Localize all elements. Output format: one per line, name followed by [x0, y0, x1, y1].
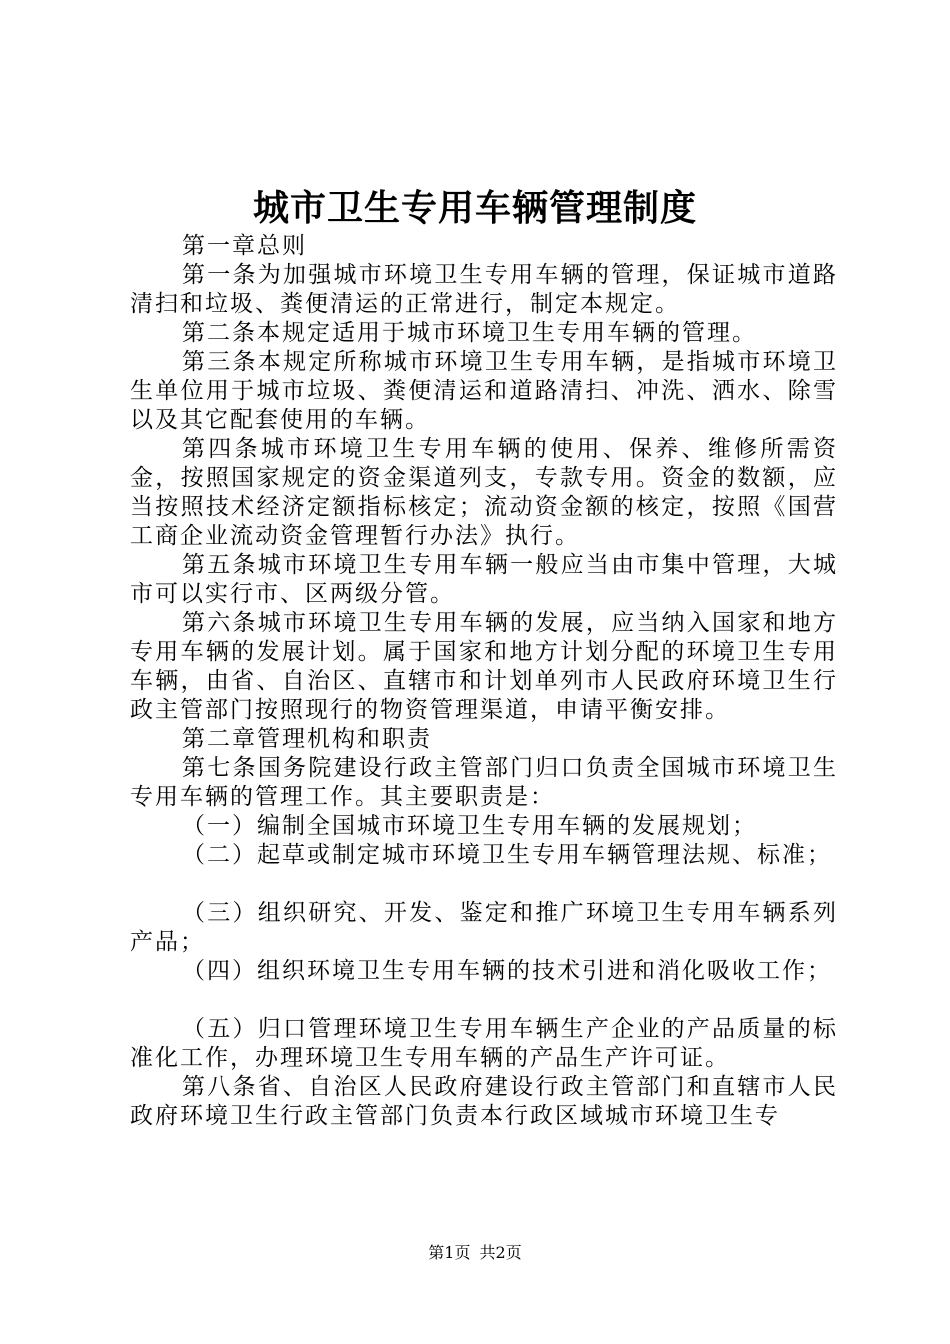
document-title: 城市卫生专用车辆管理制度: [252, 187, 697, 229]
page-total: 共2页: [479, 1243, 522, 1262]
list-item: （二）起草或制定城市环境卫生专用车辆管理法规、标准；: [182, 842, 832, 868]
list-item: （五）归口管理环境卫生专用车辆生产企业的产品质量的标准化工作，办理环境卫生专用车辆的产品生产许可证。: [130, 1016, 838, 1071]
list-item: （四）组织环境卫生专用车辆的技术引进和消化吸收工作；: [182, 958, 832, 984]
article-paragraph: 第二条本规定适用于城市环境卫生专用车辆的管理。: [182, 320, 757, 346]
article-paragraph: 第八条省、自治区人民政府建设行政主管部门和直辖市人民政府环境卫生行政主管部门负责本行政区域城市环境卫生专: [130, 1074, 838, 1129]
chapter-heading: 第一章总则: [182, 233, 307, 259]
document-body: [130, 232, 838, 1131]
article-paragraph: 第七条国务院建设行政主管部门归口负责全国城市环境卫生专用车辆的管理工作。其主要职责是：: [130, 755, 838, 810]
article-paragraph: 第五条城市环境卫生专用车辆一般应当由市集中管理，大城市可以实行市、区两级分管。: [130, 552, 838, 607]
article-paragraph: 第六条城市环境卫生专用车辆的发展，应当纳入国家和地方专用车辆的发展计划。属于国家和地方计划分配的环境卫生专用车辆，由省、自治区、直辖市和计划单列市人民政府环境卫生行政主管部门按照现行的物资管理渠道，申请平衡安排。: [130, 610, 838, 723]
article-paragraph: 第四条城市环境卫生专用车辆的使用、保养、维修所需资金，按照国家规定的资金渠道列支，专款专用。资金的数额，应当按照技术经济定额指标核定；流动资金额的核定，按照《国营工商企业流动资金管理暂行办法》执行。: [130, 436, 838, 549]
chapter-heading: 第二章管理机构和职责: [182, 726, 432, 752]
list-item: （一）编制全国城市环境卫生专用车辆的发展规划；: [182, 813, 757, 839]
page-number: 第1页: [428, 1243, 471, 1262]
spacer: [130, 986, 838, 1015]
page-footer: [0, 1242, 950, 1264]
article-paragraph: 第三条本规定所称城市环境卫生专用车辆，是指城市环境卫生单位用于城市垃圾、粪便清运和道路清扫、冲洗、洒水、除雪以及其它配套使用的车辆。: [130, 349, 838, 433]
article-paragraph: 第一条为加强城市环境卫生专用车辆的管理，保证城市道路清扫和垃圾、粪便清运的正常进行，制定本规定。: [130, 262, 838, 317]
spacer: [130, 870, 838, 899]
list-item: （三）组织研究、开发、鉴定和推广环境卫生专用车辆系列产品；: [130, 900, 838, 955]
